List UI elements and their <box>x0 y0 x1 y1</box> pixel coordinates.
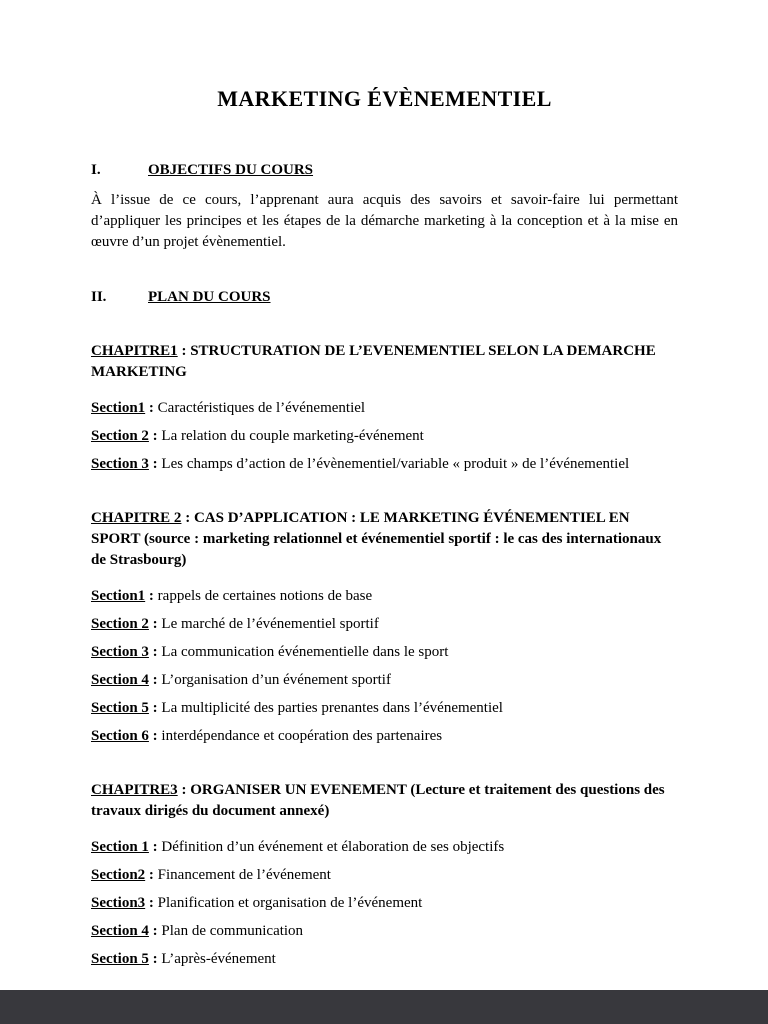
section-line <box>91 426 678 446</box>
heading-objectifs-numeral: I. <box>91 162 101 178</box>
chapter-2-label: CHAPITRE 2 <box>91 510 182 526</box>
section-separator: : <box>148 951 162 967</box>
heading-plan-numeral: II. <box>91 289 107 305</box>
section-label: Section 4 <box>91 672 149 688</box>
heading-objectifs-label: OBJECTIFS DU COURS <box>148 162 314 178</box>
section-text: La multiplicité des parties prenantes dans l’événementiel <box>161 700 503 716</box>
chapter-2-separator: : <box>181 510 194 526</box>
section-line <box>91 614 678 634</box>
section-separator: : <box>148 644 162 660</box>
section-label: Section 5 <box>91 951 149 967</box>
chapter-1-title: STRUCTURATION DE L’EVENEMENTIEL SELON LA DEMARCHE MARKETING <box>91 343 656 380</box>
heading-plan <box>91 287 678 307</box>
section-line <box>91 893 678 913</box>
section-label: Section 2 <box>91 616 149 632</box>
chapter-3-separator: : <box>177 782 191 798</box>
section-line <box>91 642 678 662</box>
section-line <box>91 586 678 606</box>
section-separator: : <box>148 728 162 744</box>
heading-plan-label: PLAN DU COURS <box>148 289 271 305</box>
section-separator: : <box>145 400 158 416</box>
section-text: Le marché de l’événementiel sportif <box>161 616 379 632</box>
section-separator: : <box>148 700 162 716</box>
chapter-1-label: CHAPITRE1 <box>91 343 178 359</box>
chapter-2-title: CAS D’APPLICATION : LE MARKETING ÉVÉNEMENTIEL EN SPORT (source : marketing relationnel et événementiel sportif : le cas des internationaux de Strasbourg) <box>91 510 662 568</box>
section-text: Financement de l’événement <box>157 867 331 883</box>
section-separator: : <box>145 588 158 604</box>
section-line <box>91 949 678 969</box>
section-line <box>91 837 678 857</box>
section-label: Section 4 <box>91 923 149 939</box>
section-line <box>91 670 678 690</box>
section-line <box>91 726 678 746</box>
chapter-3-title: ORGANISER UN EVENEMENT (Lecture et traitement des questions des travaux dirigés du document annexé) <box>91 782 665 819</box>
section-label: Section 3 <box>91 644 149 660</box>
section-text: Définition d’un événement et élaboration de ses objectifs <box>161 839 505 855</box>
section-text: Caractéristiques de l’événementiel <box>157 400 366 416</box>
objectifs-paragraph: À l’issue de ce cours, l’apprenant aura acquis des savoirs et savoir-faire lui permettant d’appliquer les principes et les étapes de la démarche marketing à la conception et à la mise en œuvre d’un projet évènementiel. <box>91 192 678 250</box>
section-label: Section 2 <box>91 428 149 444</box>
section-line <box>91 921 678 941</box>
section-line <box>91 454 678 474</box>
section-separator: : <box>148 839 162 855</box>
section-text: Plan de communication <box>161 923 304 939</box>
chapter-2-heading <box>91 508 678 571</box>
section-line <box>91 865 678 885</box>
section-text: L’organisation d’un événement sportif <box>161 672 391 688</box>
document-title: MARKETING ÉVÈNEMENTIEL <box>217 86 552 111</box>
section-text: interdépendance et coopération des partenaires <box>161 728 443 744</box>
section-separator: : <box>148 616 162 632</box>
section-text: Planification et organisation de l’événement <box>157 895 423 911</box>
section-label: Section1 <box>91 400 146 416</box>
section-text: La relation du couple marketing-événement <box>161 428 424 444</box>
section-separator: : <box>148 456 162 472</box>
section-line <box>91 698 678 718</box>
section-text: Les champs d’action de l’évènementiel/variable « produit » de l’événementiel <box>161 456 630 472</box>
section-text: L’après-événement <box>161 951 276 967</box>
section-text: La communication événementielle dans le sport <box>161 644 449 660</box>
chapter-3-label: CHAPITRE3 <box>91 782 178 798</box>
chapter-3-heading <box>91 780 678 822</box>
section-separator: : <box>145 895 158 911</box>
section-label: Section 5 <box>91 700 149 716</box>
section-label: Section3 <box>91 895 146 911</box>
section-label: Section1 <box>91 588 146 604</box>
section-separator: : <box>148 428 162 444</box>
heading-objectifs <box>91 160 678 180</box>
section-label: Section 1 <box>91 839 149 855</box>
section-label: Section 6 <box>91 728 149 744</box>
section-separator: : <box>148 923 162 939</box>
section-label: Section 3 <box>91 456 149 472</box>
viewer-bottom-bar <box>0 990 768 1024</box>
chapter-1-separator: : <box>177 343 191 359</box>
section-label: Section2 <box>91 867 146 883</box>
section-separator: : <box>148 672 162 688</box>
section-text: rappels de certaines notions de base <box>157 588 373 604</box>
section-line <box>91 398 678 418</box>
chapter-1-heading <box>91 341 678 383</box>
section-separator: : <box>145 867 158 883</box>
